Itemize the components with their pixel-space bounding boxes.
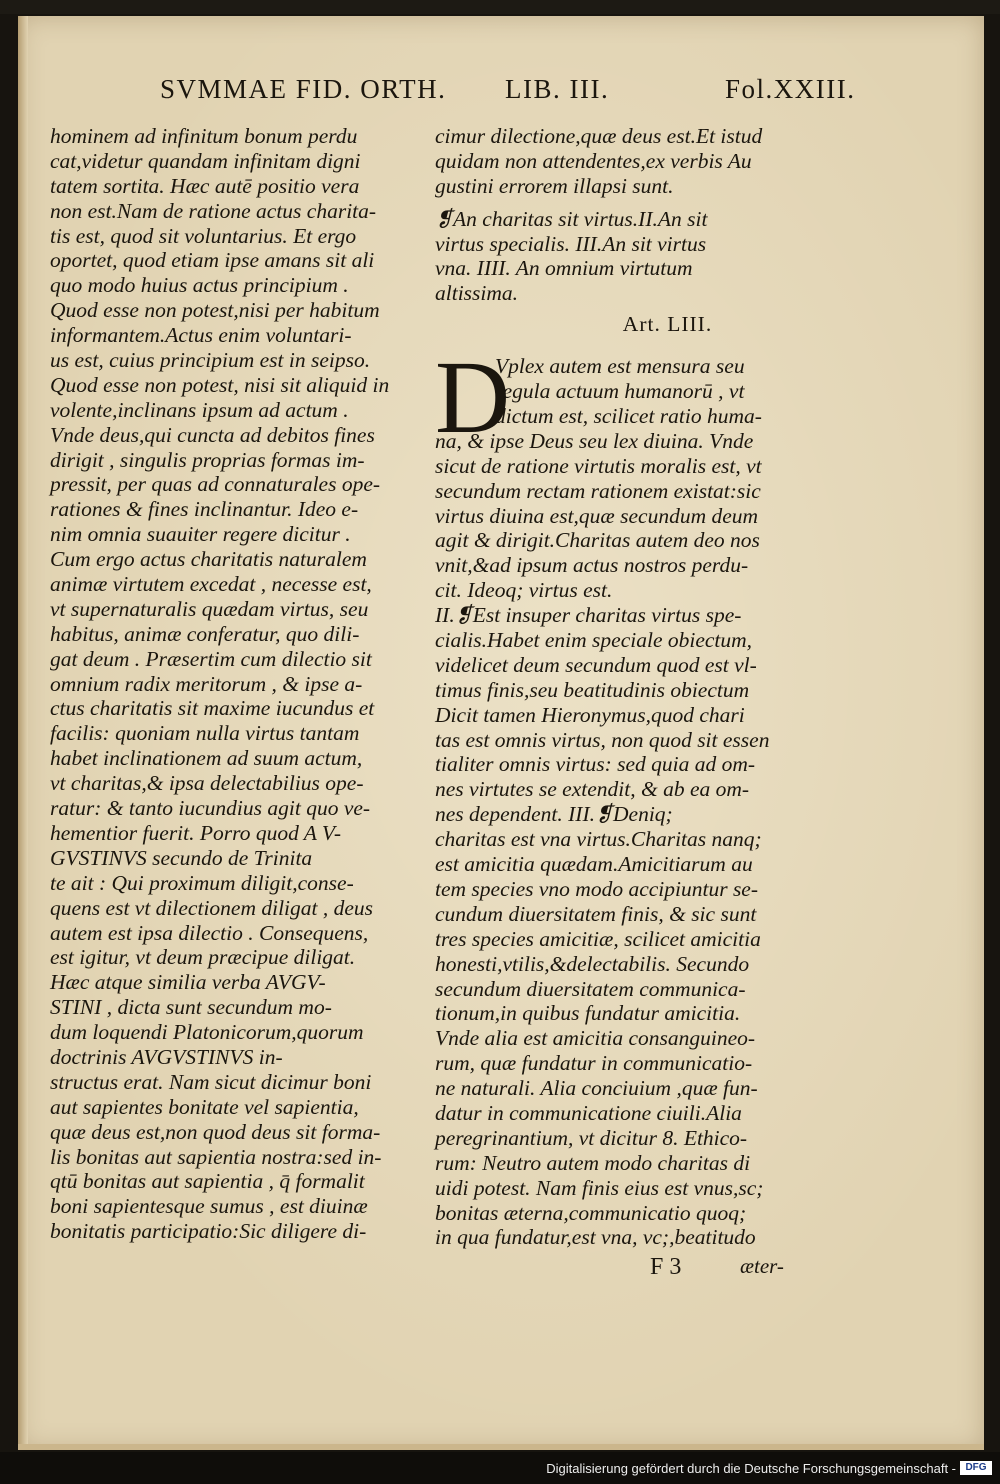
text-line: facilis: quoniam nulla virtus tantam <box>50 721 360 746</box>
text-line: vt charitas,& ipsa delectabilius ope- <box>50 771 364 796</box>
left-text-column <box>50 124 430 1244</box>
text-line: dum loquendi Platonicorum,quorum <box>50 1020 364 1045</box>
text-line: bonitas æterna,communicatio quoq; <box>435 1200 747 1225</box>
text-line: Cum ergo actus charitatis naturalem <box>50 547 367 572</box>
text-line: rum, quæ fundatur in communicatio- <box>435 1051 753 1076</box>
text-line: qtū bonitas aut sapientia , q̄ formalit <box>50 1169 365 1194</box>
text-line: secundum diuersitatem communica- <box>435 976 746 1001</box>
text-line: non est.Nam de ratione actus charita- <box>50 198 377 223</box>
text-line: in qua fundatur,est vna, vc;,beatitudo <box>435 1225 756 1250</box>
text-line: habitus, animæ conferatur, quo dili- <box>50 621 360 646</box>
text-line: tionum,in quibus fundatur amicitia. <box>435 1001 741 1026</box>
text-line: dirigit , singulis proprias formas im- <box>50 447 365 472</box>
text-line: tatem sortita. Hæc autē positio vera <box>50 173 360 198</box>
text-line: Hæc atque similia verba AVGV- <box>50 970 326 995</box>
text-line: informantem.Actus enim voluntari- <box>50 323 352 348</box>
text-line: tis est, quod sit voluntarius. Et ergo <box>50 223 357 248</box>
text-line: gat deum . Præsertim cum dilectio sit <box>50 646 372 671</box>
running-head <box>160 74 856 114</box>
text-line: nes virtutes se extendit, & ab ea om- <box>435 777 750 802</box>
running-head-title: SVMMAE FID. ORTH. <box>160 74 447 104</box>
text-line: na, & ipse Deus seu lex diuina. Vnde <box>435 428 754 453</box>
text-line: tialiter omnis virtus: sed quia ad om- <box>435 752 756 777</box>
text-line: II.❡Est insuper charitas virtus spe- <box>435 603 742 628</box>
text-line: vnit,&ad ipsum actus nostros perdu- <box>435 553 749 578</box>
text-line: ctus charitatis sit maxime iucundus et <box>50 696 375 721</box>
footer-bar <box>0 1452 1000 1484</box>
text-line: regula actuum humanorū , vt <box>495 379 745 404</box>
text-line: hementior fuerit. Porro quod A V- <box>50 820 342 845</box>
text-line: volente,inclinans ipsum ad actum . <box>50 397 349 422</box>
text-line: ne naturali. Alia conciuium ,quæ fun- <box>435 1076 758 1101</box>
text-line: bonitatis participatio:Sic diligere di- <box>50 1219 367 1244</box>
text-line: rationes & fines inclinantur. Ideo e- <box>50 497 359 522</box>
text-line: quo modo huius actus principium . <box>50 273 349 298</box>
text-line: Vplex autem est mensura seu <box>495 354 745 379</box>
text-line: ❡An charitas sit virtus.II.An sit <box>435 206 708 231</box>
text-line: cimur dilectione,quæ deus est.Et istud <box>435 124 763 148</box>
text-line: cialis.Habet enim speciale obiectum, <box>435 628 753 653</box>
text-line: te ait : Qui proximum diligit,conse- <box>50 870 354 895</box>
text-line: quæ deus est,non quod deus sit forma- <box>50 1119 381 1144</box>
text-line: autem est ipsa dilectio . Consequens, <box>50 920 369 945</box>
text-line: Vnde deus,qui cuncta ad debitos fines <box>50 422 375 447</box>
text-line: vna. IIII. An omnium virtutum <box>435 256 693 281</box>
text-line: gustini errorem illapsi sunt. <box>435 173 674 198</box>
catchword <box>650 1254 830 1284</box>
viewer-top-bar <box>0 0 1000 14</box>
text-line: animæ virtutem excedat , necesse est, <box>50 572 372 597</box>
text-line: agit & dirigit.Charitas autem deo nos <box>435 528 760 553</box>
text-line: nes dependent. III.❡Deniq; <box>435 802 673 827</box>
text-line: est igitur, vt deum præcipue diligat. <box>50 945 356 970</box>
text-line: pressit, per quas ad connaturales ope- <box>50 472 381 497</box>
dfg-logo: DFG <box>960 1461 992 1475</box>
text-line: GVSTINVS secundo de Trinita <box>50 845 313 870</box>
text-line: Quod esse non potest,nisi per habitum <box>50 298 380 323</box>
right-body-text <box>435 429 820 1250</box>
dropcap-letter: D <box>435 340 511 456</box>
text-line: sicut de ratione virtutis moralis est, vt <box>435 453 762 478</box>
text-line: tem species vno modo accipiuntur se- <box>435 876 759 901</box>
text-line: lis bonitas aut sapientia nostra:sed in- <box>50 1144 382 1169</box>
text-line: aut sapientes bonitate vel sapientia, <box>50 1094 359 1119</box>
page-gutter-shadow <box>18 16 28 1450</box>
text-line: hominem ad infinitum bonum perdu <box>50 124 358 148</box>
folio-number: Fol.XXIII. <box>725 74 856 104</box>
text-line: rum: Neutro autem modo charitas di <box>435 1150 751 1175</box>
text-line: habet inclinationem ad suum actum, <box>50 746 363 771</box>
text-line: quens est vt dilectionem diligat , deus <box>50 895 374 920</box>
text-line: honesti,vtilis,&delectabilis. Secundo <box>435 951 750 976</box>
signature-mark: F 3 <box>650 1254 682 1280</box>
text-line: cit. Ideoq; virtus est. <box>435 578 613 603</box>
text-line: cundum diuersitatem finis, & sic sunt <box>435 901 757 926</box>
running-head-book: LIB. III. <box>505 74 610 104</box>
text-line: dictum est, scilicet ratio huma- <box>495 404 762 429</box>
text-line: cat,videtur quandam infinitam digni <box>50 148 361 173</box>
text-line: charitas est vna virtus.Charitas nanq; <box>435 827 762 852</box>
catchword-text: æter- <box>740 1254 784 1278</box>
text-line: us est, cuius principium est in seipso. <box>50 348 371 373</box>
text-line: datur in communicatione ciuili.Alia <box>435 1100 742 1125</box>
right-text-column <box>435 124 820 1250</box>
text-line: uidi potest. Nam finis eius est vnus,sc; <box>435 1175 764 1200</box>
text-line: virtus specialis. III.An sit virtus <box>435 231 707 256</box>
text-line: ratur: & tanto iucundius agit quo ve- <box>50 796 371 821</box>
text-line: tres species amicitiæ, scilicet amicitia <box>435 926 761 951</box>
text-line: timus finis,seu beatitudinis obiectum <box>435 677 750 702</box>
text-line: nim omnia suauiter regere dicitur . <box>50 522 351 547</box>
text-line: boni sapientesque sumus , est diuinæ <box>50 1194 368 1219</box>
article-questions <box>435 207 820 307</box>
funding-credit: Digitalisierung gefördert durch die Deutsche Forschungsgemeinschaft - <box>546 1461 956 1476</box>
text-line: STINI , dicta sunt secundum mo- <box>50 995 332 1020</box>
text-line: est amicitia quædam.Amicitiarum au <box>435 852 753 877</box>
text-line: secundum rectam rationem existat:sic <box>435 478 761 503</box>
text-line: videlicet deum secundum quod est vl- <box>435 652 757 677</box>
text-line: oportet, quod etiam ipse amans sit ali <box>50 248 375 273</box>
text-line: virtus diuina est,quæ secundum deum <box>435 503 759 528</box>
text-line: Quod esse non potest, nisi sit aliquid in <box>50 372 390 397</box>
text-line: Vnde alia est amicitia consanguineo- <box>435 1026 756 1051</box>
text-line: structus erat. Nam sicut dicimur boni <box>50 1069 372 1094</box>
text-line: Dicit tamen Hieronymus,quod chari <box>435 702 745 727</box>
text-line: doctrinis AVGVSTINVS in- <box>50 1044 283 1069</box>
text-line: quidam non attendentes,ex verbis Au <box>435 148 752 173</box>
right-intro-text <box>435 124 820 199</box>
article-heading: Art. LIII. <box>622 312 713 337</box>
text-line: tas est omnis virtus, non quod sit essen <box>435 727 770 752</box>
text-line: omnium radix meritorum , & ipse a- <box>50 671 363 696</box>
page-bottom-edge <box>18 1444 984 1450</box>
text-line: peregrinantium, vt dicitur 8. Ethico- <box>435 1125 748 1150</box>
text-line: altissima. <box>435 281 519 306</box>
text-line: vt supernaturalis quædam virtus, seu <box>50 596 369 621</box>
